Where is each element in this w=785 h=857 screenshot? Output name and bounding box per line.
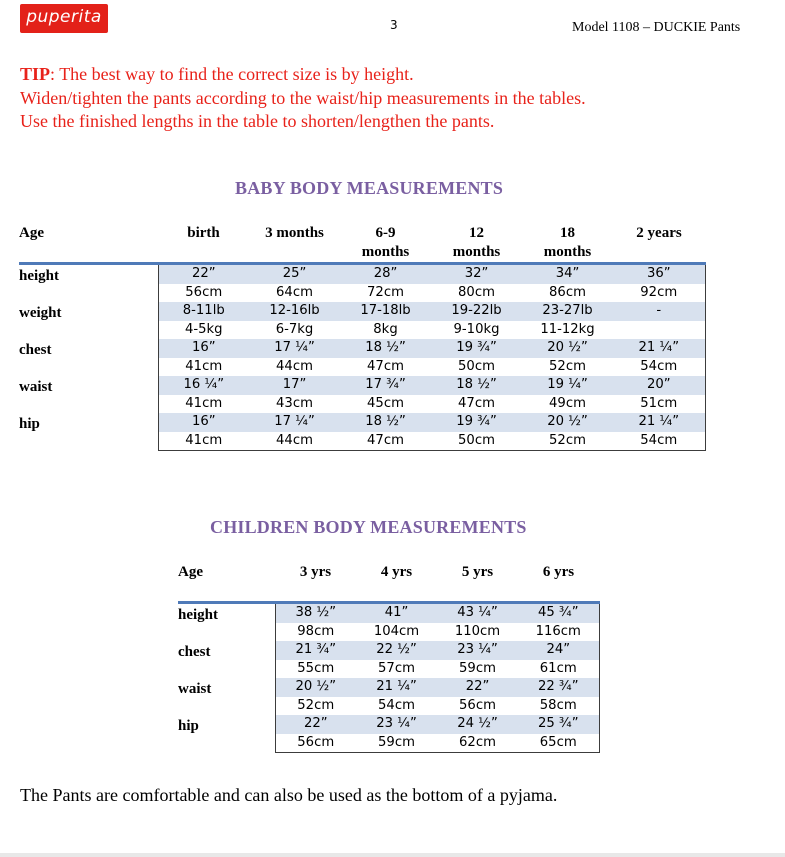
table-cell: 6-7kg <box>275 321 314 337</box>
table-cell: 65cm <box>518 734 599 753</box>
table-cell: 19 ¾” <box>431 339 522 358</box>
table-row <box>19 339 705 358</box>
tip-line-2: Widen/tighten the pants according to the waist/hip measurements in the tables. <box>20 87 586 108</box>
table-cell: 47cm <box>458 395 495 411</box>
table-row <box>19 302 705 321</box>
column-header <box>275 563 356 603</box>
age-header: Age <box>178 563 275 603</box>
row-label: waist <box>19 379 53 395</box>
column-header <box>522 224 613 264</box>
table-cell: 59cm <box>356 734 437 753</box>
age-header: Age <box>19 224 158 264</box>
table-cell: 43 ¼” <box>437 603 518 623</box>
table-cell: 38 ½” <box>275 603 356 623</box>
table-cell: 12-16lb <box>249 302 340 321</box>
column-header <box>437 563 518 603</box>
table-cell: 24” <box>518 641 599 660</box>
table-cell: 92cm <box>613 284 705 303</box>
table-cell: 20 ½” <box>275 678 356 697</box>
table-cell: 17 ¼” <box>249 339 340 358</box>
table-cell: 50cm <box>458 358 495 374</box>
tip-block <box>20 63 586 134</box>
table-cell: 23 ¼” <box>356 715 437 734</box>
column-header <box>340 224 431 264</box>
table-cell: 47cm <box>340 432 431 451</box>
table-cell: 41cm <box>158 432 249 451</box>
table-cell: 25” <box>249 264 340 284</box>
footer-note: The Pants are comfortable and can also be used as the bottom of a pyjama. <box>20 785 558 805</box>
table-cell: 59cm <box>459 660 496 676</box>
table-cell: 116cm <box>518 623 599 642</box>
table-cell: 41cm <box>158 395 249 414</box>
table-row <box>19 413 705 432</box>
column-header <box>613 224 705 264</box>
column-header-line1: 3 months <box>265 225 324 241</box>
table-cell: 17 ¾” <box>340 376 431 395</box>
table-cell: 55cm <box>275 660 356 679</box>
table-cell: 62cm <box>437 734 518 753</box>
table-cell: 16” <box>158 413 249 432</box>
table-cell: 18 ½” <box>340 339 431 358</box>
table-cell: 36” <box>613 264 705 284</box>
table-cell: 41” <box>356 603 437 623</box>
row-label: height <box>178 607 219 623</box>
column-header-line1: 5 yrs <box>461 564 494 580</box>
table-cell: 23 ¼” <box>437 641 518 660</box>
table-cell: 86cm <box>549 284 586 300</box>
table-cell: 20 ½” <box>522 339 613 358</box>
column-header <box>249 224 340 264</box>
table-cell: 20” <box>613 376 705 395</box>
column-header <box>518 563 599 603</box>
table-cell: 50cm <box>431 432 522 451</box>
table-cell: - <box>613 302 705 321</box>
table-cell: 52cm <box>522 432 613 451</box>
children-table-title: CHILDREN BODY MEASUREMENTS <box>210 517 527 537</box>
column-header-line1: 2 years <box>636 225 682 241</box>
brand-logo: puperita <box>20 4 108 33</box>
table-cell <box>613 321 705 340</box>
table-cell: 57cm <box>378 660 415 676</box>
page-bottom-edge <box>0 853 785 857</box>
table-row <box>178 678 599 697</box>
model-title: Model 1108 – DUCKIE Pants <box>572 20 741 35</box>
table-cell: 19-22lb <box>431 302 522 321</box>
table-row <box>178 641 599 660</box>
column-header-line2: months <box>543 244 592 260</box>
table-cell: 52cm <box>549 358 586 374</box>
column-header-line1: 3 yrs <box>299 564 332 580</box>
table-cell: 98cm <box>275 623 356 642</box>
tip-line-1 <box>20 63 586 87</box>
table-cell: 25 ¾” <box>518 715 599 734</box>
table-cell: 22 ¾” <box>518 678 599 697</box>
table-cell: 56cm <box>459 697 496 713</box>
column-header-line2 <box>356 582 437 601</box>
table-cell: 43cm <box>276 395 313 411</box>
table-cell: 64cm <box>276 284 313 300</box>
column-header-line2: months <box>452 244 501 260</box>
table-cell: 21 ¼” <box>356 678 437 697</box>
table-cell: 22” <box>437 678 518 697</box>
column-header-line2 <box>518 582 599 601</box>
table-cell: 58cm <box>518 697 599 716</box>
table-cell: 51cm <box>613 395 705 414</box>
table-row <box>19 264 705 284</box>
table-cell: 47cm <box>367 358 404 374</box>
table-cell: 34” <box>522 264 613 284</box>
column-header-line1: 18 <box>560 225 575 241</box>
column-header-line1: 12 <box>469 225 484 241</box>
table-cell: 56cm <box>275 734 356 753</box>
table-cell: 22 ½” <box>356 641 437 660</box>
table-cell: 45cm <box>367 395 404 411</box>
table-row <box>19 376 705 395</box>
table-cell: 54cm <box>378 697 415 713</box>
table-cell: 21 ¾” <box>275 641 356 660</box>
table-cell: 8-11lb <box>158 302 249 321</box>
row-label: waist <box>178 681 212 697</box>
column-header-line1: 4 yrs <box>380 564 413 580</box>
column-header-line2 <box>437 582 518 601</box>
tip-line-3: Use the finished lengths in the table to shorten/lengthen the pants. <box>20 111 495 131</box>
column-header-line1: 6 yrs <box>542 564 575 580</box>
column-header-line2 <box>613 243 705 262</box>
table-cell: 18 ½” <box>340 413 431 432</box>
column-header-line2 <box>249 243 340 262</box>
baby-table-title: BABY BODY MEASUREMENTS <box>235 178 504 198</box>
column-header <box>431 224 522 264</box>
table-cell: 52cm <box>275 697 356 716</box>
column-header-line2 <box>275 582 356 601</box>
table-cell: 41cm <box>158 358 249 377</box>
tip-label: TIP <box>20 64 51 84</box>
table-cell: 22” <box>275 715 356 734</box>
row-label: chest <box>178 644 211 660</box>
table-cell: 45 ¾” <box>518 603 599 623</box>
table-cell: 80cm <box>458 284 495 300</box>
page-number: 3 <box>390 18 398 32</box>
table-cell: 17 ¼” <box>249 413 340 432</box>
column-header <box>158 224 249 264</box>
table-cell: 16 ¼” <box>158 376 249 395</box>
table-cell: 23-27lb <box>522 302 613 321</box>
row-label: hip <box>178 718 199 734</box>
row-label: chest <box>19 342 52 358</box>
table-cell: 56cm <box>158 284 249 303</box>
tip-text-1: : The best way to find the correct size is by height. <box>50 64 414 84</box>
table-cell: 54cm <box>613 358 705 377</box>
table-cell: 28” <box>340 264 431 284</box>
table-cell: 20 ½” <box>522 413 613 432</box>
table-cell: 22” <box>158 264 249 284</box>
column-header-line2: months <box>361 244 410 260</box>
table-cell: 19 ¼” <box>522 376 613 395</box>
table-cell: 21 ¼” <box>613 413 705 432</box>
children-measurements-table <box>178 563 600 753</box>
table-cell: 9-10kg <box>453 321 500 337</box>
column-header <box>356 563 437 603</box>
table-cell: 72cm <box>367 284 404 300</box>
row-label: weight <box>19 305 62 321</box>
table-row <box>178 715 599 734</box>
table-cell: 110cm <box>454 623 501 639</box>
table-cell: 17-18lb <box>340 302 431 321</box>
table-cell: 61cm <box>518 660 599 679</box>
table-cell: 104cm <box>373 623 420 639</box>
table-cell: 24 ½” <box>437 715 518 734</box>
table-cell: 17” <box>249 376 340 395</box>
column-header-line2 <box>158 243 249 262</box>
table-cell: 54cm <box>613 432 705 451</box>
row-label: hip <box>19 416 40 432</box>
table-cell: 44cm <box>249 432 340 451</box>
table-cell: 8kg <box>373 321 398 337</box>
baby-measurements-table <box>19 224 706 451</box>
table-cell: 44cm <box>276 358 313 374</box>
table-cell: 19 ¾” <box>431 413 522 432</box>
table-cell: 4-5kg <box>158 321 249 340</box>
table-cell: 11-12kg <box>540 321 595 337</box>
table-cell: 21 ¼” <box>613 339 705 358</box>
table-cell: 32” <box>431 264 522 284</box>
table-cell: 18 ½” <box>431 376 522 395</box>
row-label: height <box>19 268 60 284</box>
column-header-line1: birth <box>187 225 220 241</box>
column-header-line1: 6-9 <box>375 225 396 241</box>
table-row <box>178 603 599 623</box>
table-cell: 49cm <box>549 395 586 411</box>
table-cell: 16” <box>158 339 249 358</box>
